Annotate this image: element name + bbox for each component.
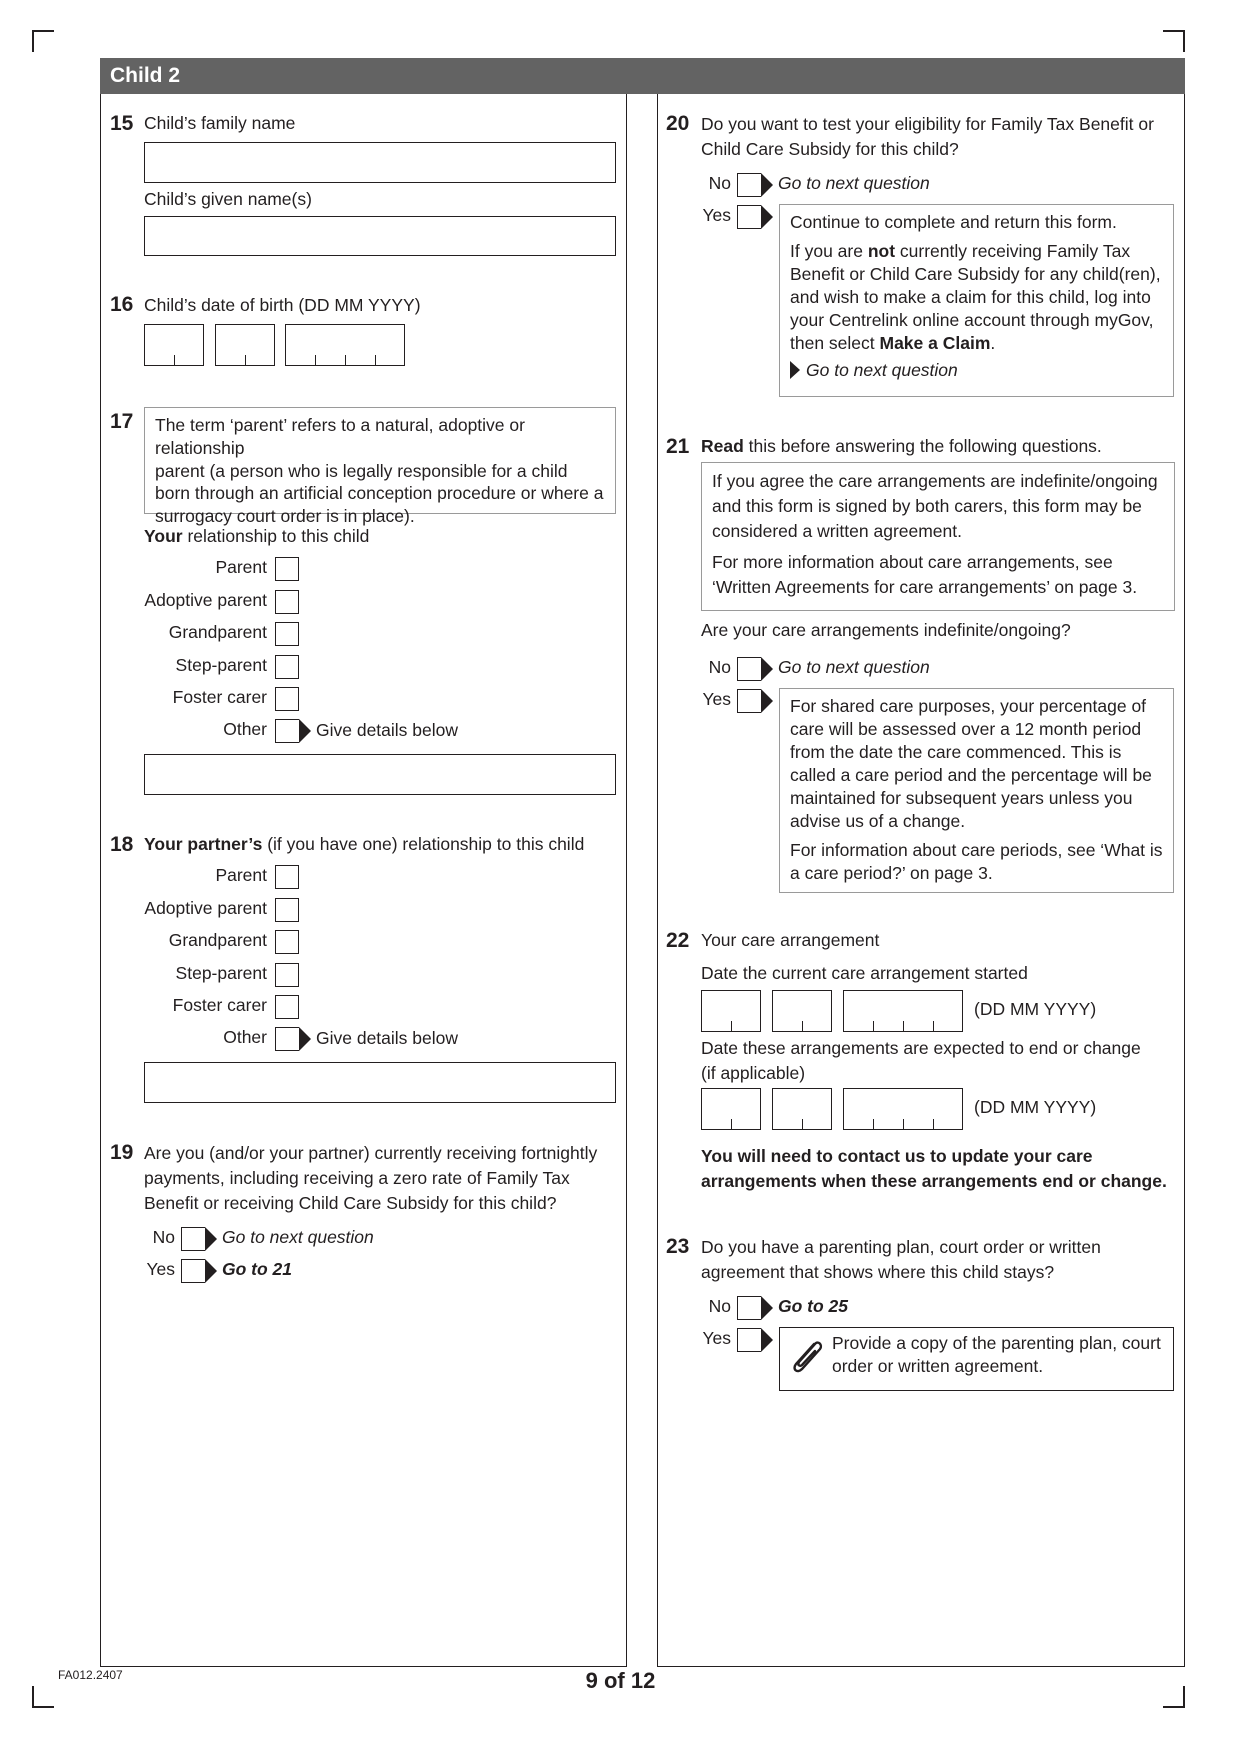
q22-notice: You will need to contact us to update your care arrangements when these arrangements end or change. xyxy=(701,1146,1167,1191)
q23-yes-checkbox[interactable] xyxy=(737,1328,761,1352)
q17-give-details-label: Give details below xyxy=(316,720,459,740)
q18-label: Your partner’s (if you have one) relationship to this child xyxy=(144,834,585,854)
q21-no-action: Go to next question xyxy=(778,657,930,677)
q19-question: Are you (and/or your partner) currently receiving fortnightly payments, including receiving a zero rate of Family Tax Benefit or receiving Child Care Subsidy for this child? xyxy=(144,1143,598,1213)
info-paragraph: For information about care periods, see ‘What is a care period?’ on page 3. xyxy=(790,840,1163,883)
q17-foster-carer-checkbox[interactable] xyxy=(275,687,299,711)
q23-yes-label: Yes xyxy=(702,1328,731,1348)
info-paragraph: If you agree the care arrangements are indefinite/ongoing and this form is signed by both carers, this form may be considered a written agreement. xyxy=(712,471,1158,541)
crop-mark-top-left xyxy=(32,30,54,52)
info-line: born through an artificial conception procedure or where a xyxy=(155,483,604,504)
q21-yes-label: Yes xyxy=(702,689,731,709)
q20-question: Do you want to test your eligibility for Family Tax Benefit or Child Care Subsidy for this child? xyxy=(701,114,1154,159)
q21-no-label: No xyxy=(708,657,731,677)
q19-yes-action: Go to 21 xyxy=(222,1259,293,1279)
q17-parent-checkbox[interactable] xyxy=(275,557,299,581)
q17-option-grandparent-label: Grandparent xyxy=(168,622,267,642)
q20-yes-checkbox[interactable] xyxy=(737,205,761,229)
q20-yes-info-box xyxy=(779,204,1174,397)
q17-option-parent-label: Parent xyxy=(215,557,267,577)
q18-option-step-parent-label: Step-parent xyxy=(175,963,267,983)
q18-option-grandparent-label: Grandparent xyxy=(168,930,267,950)
info-line: and wish to make a claim for this child, log into xyxy=(790,287,1151,307)
q22-end-label: Date these arrangements are expected to end or change (if applicable) xyxy=(701,1038,1141,1083)
q19-yes-checkbox[interactable] xyxy=(181,1259,205,1283)
q15-number: 15 xyxy=(110,112,134,135)
q19-no-checkbox[interactable] xyxy=(181,1227,205,1251)
info-paragraph: For more information about care arrangements, see ‘Written Agreements for care arrangements’ on page 3. xyxy=(712,552,1138,597)
dob-year-input[interactable] xyxy=(285,324,405,366)
info-line: order or written agreement. xyxy=(832,1356,1044,1376)
q23-number: 23 xyxy=(666,1235,690,1258)
q18-option-foster-label: Foster carer xyxy=(172,995,267,1015)
info-line: Benefit or Child Care Subsidy for any child(ren), xyxy=(790,264,1161,284)
child-given-name-input[interactable] xyxy=(144,216,616,256)
dob-month-input[interactable] xyxy=(215,324,275,366)
q17-step-parent-checkbox[interactable] xyxy=(275,655,299,679)
info-line: your Centrelink online account through myGov, xyxy=(790,310,1154,330)
parent-definition-box xyxy=(144,407,616,526)
info-line: parent (a person who is legally responsible for a child xyxy=(155,460,568,481)
q21-no-checkbox[interactable] xyxy=(737,657,761,681)
end-month-input[interactable] xyxy=(772,1088,832,1130)
q18-step-parent-checkbox[interactable] xyxy=(275,963,299,987)
q21-label: Read this before answering the following questions. xyxy=(701,436,1102,456)
q20-number: 20 xyxy=(666,112,690,135)
q17-other-checkbox[interactable] xyxy=(275,719,299,743)
q18-foster-carer-checkbox[interactable] xyxy=(275,995,299,1019)
q16-number: 16 xyxy=(110,293,134,316)
section-title: Child 2 xyxy=(100,58,1185,94)
q19-yes-label: Yes xyxy=(146,1259,175,1279)
q19-no-action: Go to next question xyxy=(222,1227,374,1247)
q19-number: 19 xyxy=(110,1141,134,1164)
start-month-input[interactable] xyxy=(772,990,832,1032)
q20-yes-action: Go to next question xyxy=(790,359,1163,382)
child-family-name-input[interactable] xyxy=(144,142,616,183)
q17-adoptive-parent-checkbox[interactable] xyxy=(275,590,299,614)
q17-option-other-label: Other xyxy=(223,719,267,739)
q22-start-date-format: (DD MM YYYY) xyxy=(974,999,1097,1019)
q20-no-action: Go to next question xyxy=(778,173,930,193)
q23-yes-info-box xyxy=(779,1327,1174,1391)
info-line: surrogacy court order is in place). xyxy=(155,506,415,526)
q17-other-details-input[interactable] xyxy=(144,754,616,795)
info-line: The term ‘parent’ refers to a natural, adoptive or relationship xyxy=(155,415,525,458)
dob-day-input[interactable] xyxy=(144,324,204,366)
q22-number: 22 xyxy=(666,929,690,952)
q18-grandparent-checkbox[interactable] xyxy=(275,930,299,954)
q22-started-label: Date the current care arrangement started xyxy=(701,963,1028,983)
page-number: 9 of 12 xyxy=(585,1668,656,1693)
q18-parent-checkbox[interactable] xyxy=(275,865,299,889)
info-line: If you are not currently receiving Family Tax xyxy=(790,241,1131,261)
crop-mark-top-right xyxy=(1163,30,1185,52)
q18-option-other-label: Other xyxy=(223,1027,267,1047)
paperclip-icon xyxy=(788,1338,826,1378)
q17-grandparent-checkbox[interactable] xyxy=(275,622,299,646)
q23-no-action: Go to 25 xyxy=(778,1296,849,1316)
q17-option-adoptive-label: Adoptive parent xyxy=(144,590,267,610)
q21-yes-info-box xyxy=(779,688,1174,893)
q18-adoptive-parent-checkbox[interactable] xyxy=(275,898,299,922)
q21-number: 21 xyxy=(666,435,690,458)
end-day-input[interactable] xyxy=(701,1088,761,1130)
q23-no-checkbox[interactable] xyxy=(737,1296,761,1320)
q21-question: Are your care arrangements indefinite/ongoing? xyxy=(701,620,1071,640)
q23-no-label: No xyxy=(708,1296,731,1316)
q22-label: Your care arrangement xyxy=(701,930,880,950)
start-year-input[interactable] xyxy=(843,990,963,1032)
q18-other-checkbox[interactable] xyxy=(275,1027,299,1051)
q19-no-label: No xyxy=(152,1227,175,1247)
q20-no-label: No xyxy=(708,173,731,193)
q17-option-step-parent-label: Step-parent xyxy=(175,655,267,675)
info-line: Provide a copy of the parenting plan, court xyxy=(832,1333,1161,1353)
form-code: FA012.2407 xyxy=(58,1668,123,1682)
q21-info-box xyxy=(701,462,1175,611)
end-year-input[interactable] xyxy=(843,1088,963,1130)
q17-number: 17 xyxy=(110,410,134,433)
q17-relationship-label: Your relationship to this child xyxy=(144,526,370,546)
info-line: Continue to complete and return this form. xyxy=(790,212,1117,232)
info-paragraph: For shared care purposes, your percentage of care will be assessed over a 12 month period from the date the care commenced. This is called a care period and the percentage will be maintained for subsequent years unless you advise us of a change. xyxy=(790,696,1152,831)
q17-option-foster-label: Foster carer xyxy=(172,687,267,707)
q20-no-checkbox[interactable] xyxy=(737,173,761,197)
q15-given-name-label: Child’s given name(s) xyxy=(144,189,312,209)
q18-option-adoptive-label: Adoptive parent xyxy=(144,898,267,918)
q18-give-details-label: Give details below xyxy=(316,1028,459,1048)
q16-label: Child’s date of birth (DD MM YYYY) xyxy=(144,295,421,315)
info-line: then select Make a Claim. xyxy=(790,333,996,353)
q20-yes-label: Yes xyxy=(702,205,731,225)
q23-question: Do you have a parenting plan, court order or written agreement that shows where this child stays? xyxy=(701,1237,1101,1282)
q18-other-details-input[interactable] xyxy=(144,1062,616,1103)
arrow-right-icon xyxy=(790,361,800,379)
q15-family-name-label: Child’s family name xyxy=(144,113,296,133)
q18-option-parent-label: Parent xyxy=(215,865,267,885)
start-day-input[interactable] xyxy=(701,990,761,1032)
q18-number: 18 xyxy=(110,833,134,856)
q22-end-date-format: (DD MM YYYY) xyxy=(974,1097,1097,1117)
q21-yes-checkbox[interactable] xyxy=(737,689,761,713)
